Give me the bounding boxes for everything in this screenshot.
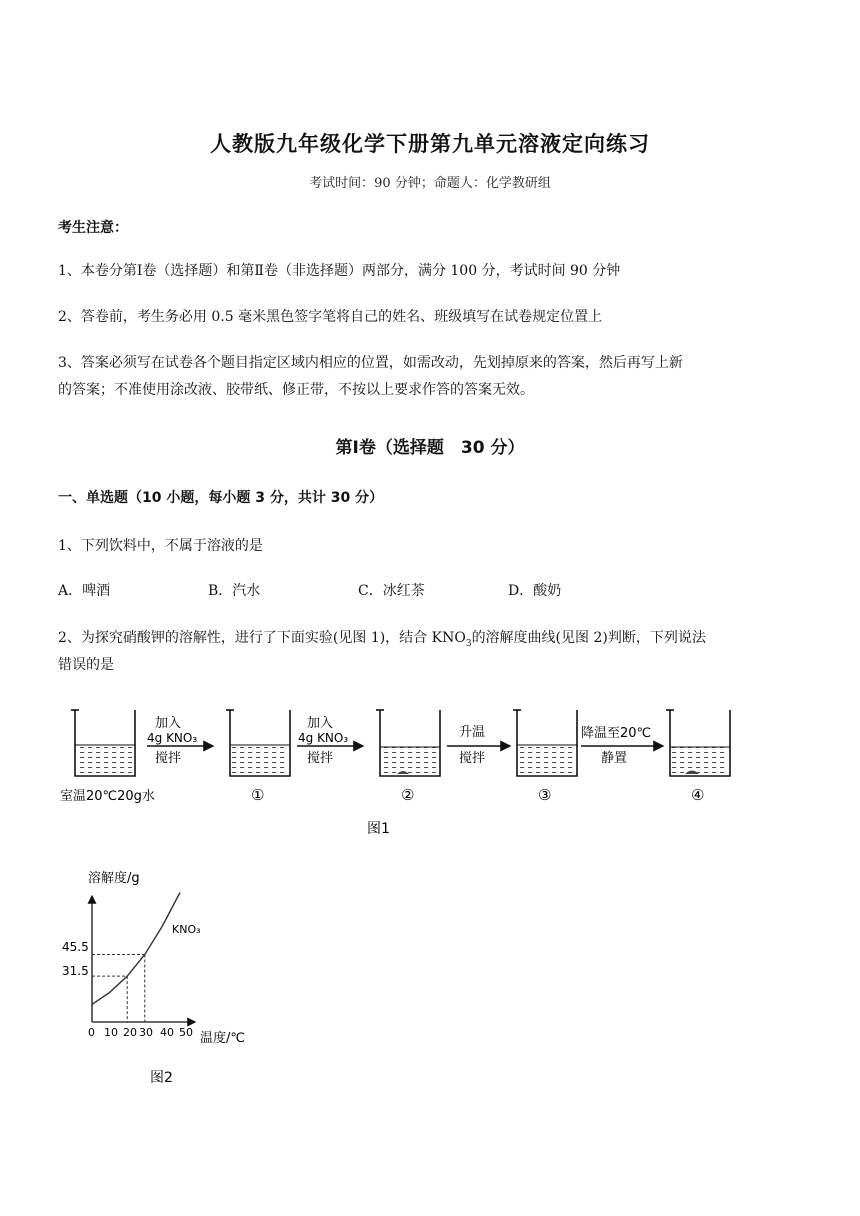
arrow-4-bottom: 静置	[601, 751, 628, 766]
y-axis-label: 溶解度/g	[88, 871, 140, 886]
y-tick-label: 31.5	[62, 964, 89, 978]
x-tick-label: 0	[88, 1026, 95, 1039]
notice-item: 的答案；不准使用涂改液、胶带纸、修正带，不按以上要求作答的答案无效。	[58, 382, 534, 398]
notice-heading: 考生注意：	[58, 220, 128, 236]
option-c: C．冰红茶	[358, 583, 425, 599]
beaker-1	[226, 710, 290, 776]
arrow-1-mid: 4g KNO₃	[147, 731, 198, 745]
x-tick-label: 10	[104, 1026, 118, 1039]
beaker-start	[71, 710, 135, 776]
option-a: A．啤酒	[58, 583, 111, 599]
series-label: KNO₃	[172, 923, 201, 936]
arrow-3	[447, 725, 510, 766]
arrow-3-bottom: 搅拌	[459, 751, 486, 766]
arrow-4	[581, 726, 663, 766]
option-b: B．汽水	[208, 583, 261, 599]
figure-1-caption: 图1	[367, 821, 390, 837]
kno3-solubility-curve	[92, 893, 180, 1005]
x-tick-labels	[88, 1026, 193, 1039]
beaker-label-3: ③	[538, 786, 552, 804]
question-1-stem: 1、下列饮料中，不属于溶液的是	[58, 538, 263, 554]
plot-area	[92, 893, 180, 1023]
notice-item: 2、答卷前，考生务必用 0.5 毫米黑色签字笔将自己的姓名、班级填写在试卷规定位置上	[58, 309, 603, 325]
beaker-4	[666, 710, 730, 776]
beaker-label-2: ②	[401, 786, 415, 804]
arrow-1-top: 加入	[155, 716, 182, 731]
exam-info: 考试时间：90 分钟；命题人：化学教研组	[309, 176, 551, 191]
arrow-3-top: 升温	[459, 725, 486, 740]
q2-stem-sub: 3	[465, 638, 472, 649]
figure-2-chart	[62, 860, 280, 1090]
section-title: 第Ⅰ卷（选择题 30 分）	[335, 438, 525, 458]
x-tick-label: 50	[179, 1026, 193, 1039]
q2-stem-a: 2、为探究硝酸钾的溶解性，进行了下面实验(见图 1)，结合 KNO	[58, 630, 466, 646]
x-tick-label: 30	[139, 1026, 153, 1039]
arrow-1	[147, 715, 213, 766]
x-tick-label: 20	[123, 1026, 137, 1039]
notice-item: 3、答案必须写在试卷各个题目指定区域内相应的位置，如需改动，先划掉原来的答案，然后再写上新	[58, 355, 683, 371]
option-d: D．酸奶	[508, 583, 562, 599]
x-tick-label: 40	[160, 1026, 174, 1039]
beaker-3	[513, 710, 577, 776]
arrow-1-bottom: 搅拌	[155, 751, 182, 766]
beaker-label-4: ④	[691, 786, 705, 804]
beaker-label-1: ①	[251, 786, 265, 804]
notice-item: 1、本卷分第Ⅰ卷（选择题）和第Ⅱ卷（非选择题）两部分，满分 100 分，考试时间 90 分钟	[58, 263, 621, 279]
part-heading: 一、单选题（10 小题，每小题 3 分，共计 30 分）	[58, 490, 384, 506]
start-label: 室温20℃20g水	[60, 789, 155, 804]
arrow-2-top: 加入	[307, 716, 334, 731]
q2-stem-b: 的溶解度曲线(见图 2)判断，下列说法	[471, 630, 706, 646]
arrow-2-mid: 4g KNO₃	[298, 731, 349, 745]
y-tick-label: 45.5	[62, 940, 89, 954]
figure-1-diagram	[55, 700, 775, 840]
x-axis-label: 温度/℃	[200, 1031, 245, 1046]
figure-2-caption: 图2	[150, 1070, 173, 1086]
arrow-2	[297, 715, 363, 766]
arrow-4-top: 降温至20℃	[581, 726, 652, 741]
beaker-2	[376, 710, 440, 776]
arrow-2-bottom: 搅拌	[307, 751, 334, 766]
question-2-stem-line2: 错误的是	[58, 657, 114, 673]
page-title: 人教版九年级化学下册第九单元溶液定向练习	[210, 132, 650, 156]
